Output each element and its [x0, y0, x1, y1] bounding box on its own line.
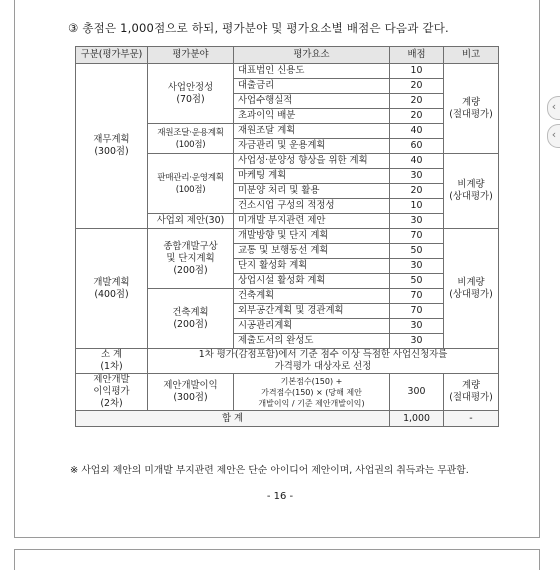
page-number: - 16 - — [266, 491, 294, 502]
points-cell: 30 — [390, 334, 444, 349]
header-factor: 평가요소 — [234, 47, 390, 64]
architecture-field: 건축계획 (200점) — [148, 289, 234, 349]
subtotal-row — [76, 349, 499, 374]
total-points: 1,000 — [390, 411, 444, 427]
factor-cell: 자금관리 및 운용계획 — [234, 139, 390, 154]
points-cell: 10 — [390, 199, 444, 214]
points-cell: 30 — [390, 319, 444, 334]
factor-cell: 제출도서의 완성도 — [234, 334, 390, 349]
note-quant-absolute: 계량 (절대평가) — [444, 374, 499, 411]
points-cell: 50 — [390, 274, 444, 289]
points-cell: 50 — [390, 244, 444, 259]
factor-cell: 교통 및 보행동선 계획 — [234, 244, 390, 259]
factor-cell: 대표법인 신용도 — [234, 64, 390, 79]
complex-field: 종합개발구상 및 단지계획 (200점) — [148, 229, 234, 289]
factor-cell: 초과이익 배분 — [234, 109, 390, 124]
factor-cell: 건소시업 구성의 적정성 — [234, 199, 390, 214]
chevron-left-icon: ‹ — [551, 128, 557, 141]
note-nonquant-relative: 비계량 (상대평가) — [444, 154, 499, 229]
profit-row — [76, 374, 499, 411]
header-note: 비고 — [444, 47, 499, 64]
factor-cell: 단지 활성화 계획 — [234, 259, 390, 274]
total-row — [76, 411, 499, 427]
header-points: 배점 — [390, 47, 444, 64]
finance-category: 재무계획 (300점) — [76, 64, 148, 229]
points-cell: 70 — [390, 304, 444, 319]
factor-cell: 외부공간계획 및 경관계획 — [234, 304, 390, 319]
points-cell: 70 — [390, 229, 444, 244]
sales-field: 판매관리·운영계획 (100점) — [148, 154, 234, 214]
points-cell: 60 — [390, 139, 444, 154]
note-nonquant-relative: 비계량 (상대평가) — [444, 229, 499, 349]
factor-cell: 대출금리 — [234, 79, 390, 94]
factor-cell: 사업수행실적 — [234, 94, 390, 109]
profit-field: 제안개발이익 (300점) — [148, 374, 234, 411]
points-cell: 40 — [390, 124, 444, 139]
stability-field: 사업안정성 (70점) — [148, 64, 234, 124]
intro-text: ③ 총점은 1,000점으로 하되, 평가분야 및 평가요소별 배점은 다음과 같다. — [68, 21, 449, 35]
funding-field: 재원조달·운용계획 (100점) — [148, 124, 234, 154]
factor-cell: 사업성·분양성 향상을 위한 계획 — [234, 154, 390, 169]
points-cell: 10 — [390, 64, 444, 79]
development-category: 개발계획 (400점) — [76, 229, 148, 349]
profit-category: 제안개발 이익평가 (2차) — [76, 374, 148, 411]
factor-cell: 개발방향 및 단지 계획 — [234, 229, 390, 244]
evaluation-table — [75, 46, 499, 427]
note-quant-absolute: 계량 (절대평가) — [444, 64, 499, 154]
points-cell: 70 — [390, 289, 444, 304]
total-note: - — [444, 411, 499, 427]
points-cell: 20 — [390, 94, 444, 109]
points-cell: 20 — [390, 79, 444, 94]
factor-cell: 시공관리계획 — [234, 319, 390, 334]
subtotal-label: 소 계 (1차) — [76, 349, 148, 374]
total-label: 합 계 — [76, 411, 390, 427]
factor-cell: 마케팅 계획 — [234, 169, 390, 184]
footnote: ※ 사업외 제안의 미개발 부지관련 제안은 단순 아이디어 제안이며, 사업권의 취득과는 무관함. — [70, 465, 469, 476]
header-category: 구분(평가부문) — [76, 47, 148, 64]
factor-cell: 미분양 처리 및 활용 — [234, 184, 390, 199]
factor-cell: 건축계획 — [234, 289, 390, 304]
next-page-edge — [14, 549, 540, 570]
points-cell: 30 — [390, 259, 444, 274]
table-row — [76, 229, 499, 244]
points-cell: 30 — [390, 214, 444, 229]
header-field: 평가분야 — [148, 47, 234, 64]
scroll-up-tab[interactable] — [547, 96, 560, 120]
points-cell: 30 — [390, 169, 444, 184]
table-row — [76, 64, 499, 79]
points-cell: 300 — [390, 374, 444, 411]
outside-field: 사업외 제안(30) — [148, 214, 234, 229]
chevron-left-icon: ‹ — [551, 100, 557, 113]
points-cell: 20 — [390, 109, 444, 124]
factor-cell: 상업시설 활성화 계획 — [234, 274, 390, 289]
points-cell: 40 — [390, 154, 444, 169]
table-header-row — [76, 47, 499, 64]
factor-cell: 재원조달 계획 — [234, 124, 390, 139]
factor-cell: 미개발 부지관련 제안 — [234, 214, 390, 229]
scroll-down-tab[interactable] — [547, 124, 560, 148]
points-cell: 20 — [390, 184, 444, 199]
profit-formula: 기본점수(150) + 가격점수(150) × (당해 제안 개발이익 / 기준 제안개발이익) — [234, 374, 390, 411]
subtotal-text: 1차 평가(감점포함)에서 기준 점수 이상 득점한 사업신청자를 가격평가 대상자로 선정 — [148, 349, 499, 374]
